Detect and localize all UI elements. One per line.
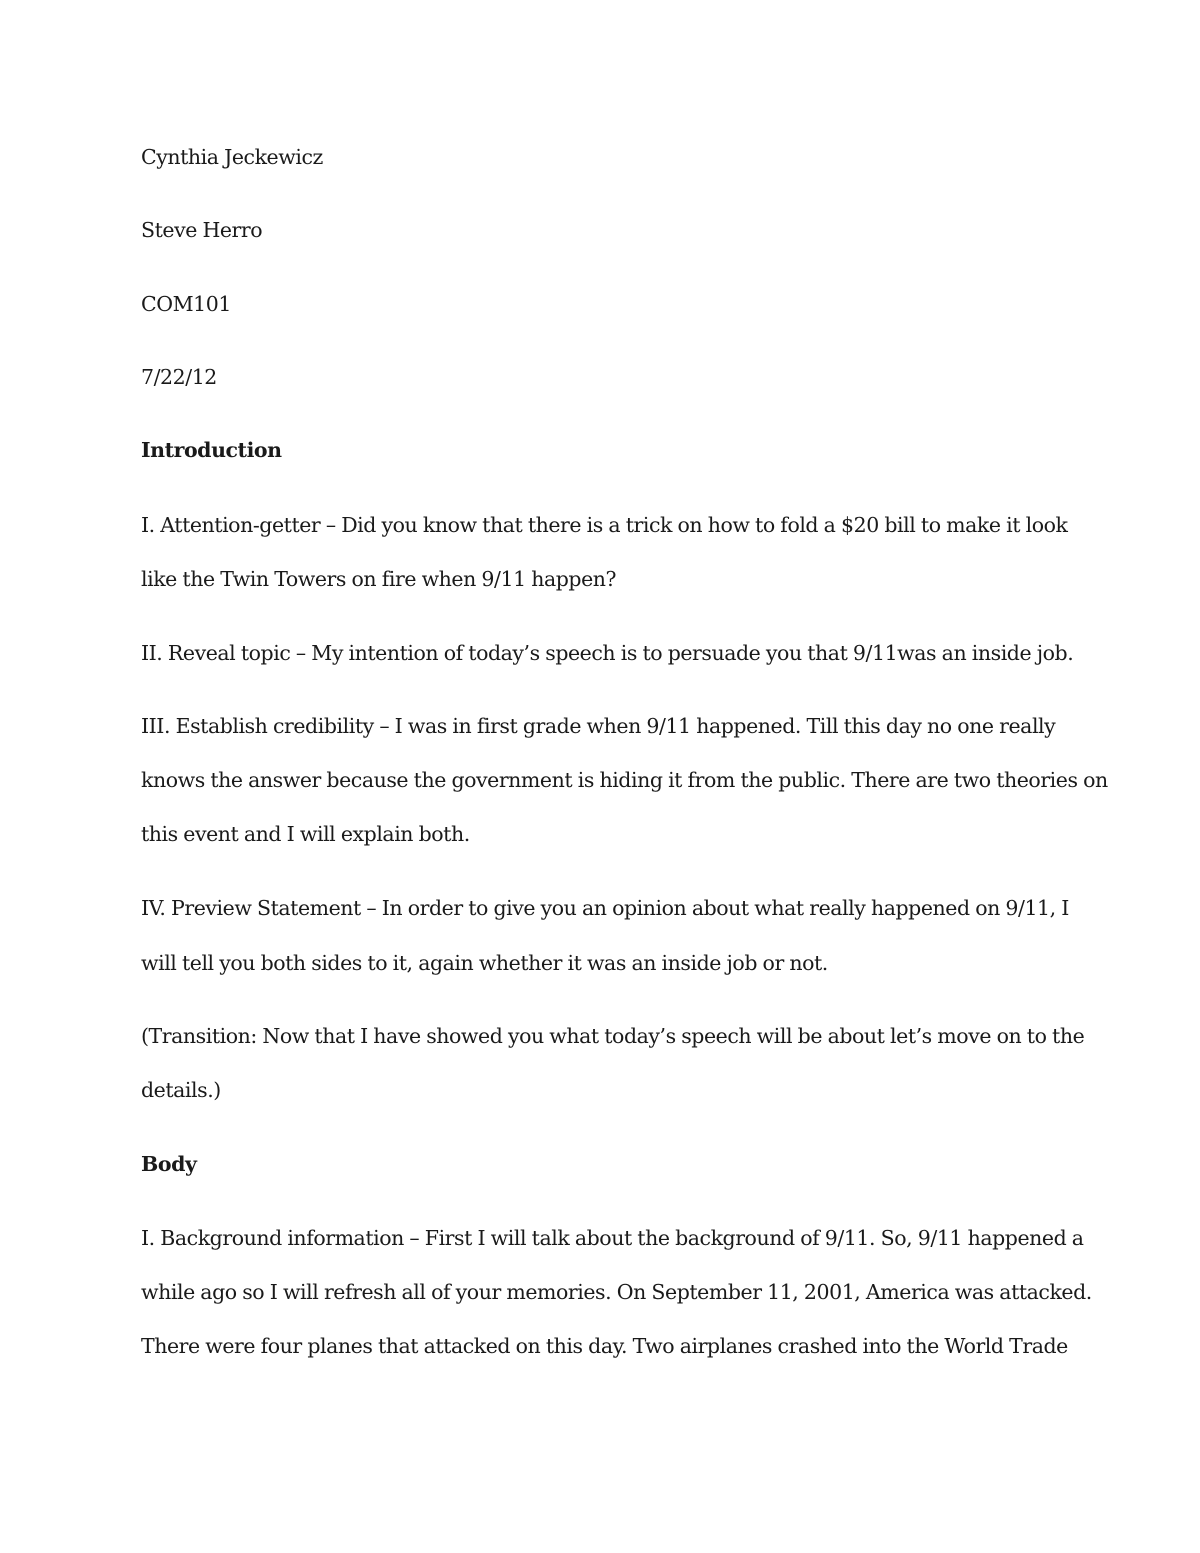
- background-line: while ago so I will refresh all of your memories. On September 11, 2001, America was attacked.: [141, 1280, 1092, 1304]
- author-name: Cynthia Jeckewicz: [141, 145, 323, 169]
- attention-getter-line: I. Attention-getter – Did you know that there is a trick on how to fold a $20 bill to make it look: [141, 513, 1068, 537]
- background-line: There were four planes that attacked on this day. Two airplanes crashed into the World Trade: [141, 1334, 1068, 1358]
- body-heading: Body: [141, 1152, 197, 1176]
- credibility-line: III. Establish credibility – I was in first grade when 9/11 happened. Till this day no one really: [141, 714, 1056, 738]
- preview-line: IV. Preview Statement – In order to give you an opinion about what really happened on 9/11, I: [141, 896, 1069, 920]
- reveal-topic-line: II. Reveal topic – My intention of today’s speech is to persuade you that 9/11was an inside job.: [141, 641, 1074, 665]
- course-code: COM101: [141, 292, 231, 316]
- transition-line: details.): [141, 1078, 221, 1102]
- introduction-heading: Introduction: [141, 438, 282, 462]
- credibility-line: this event and I will explain both.: [141, 822, 470, 846]
- instructor-name: Steve Herro: [141, 218, 263, 242]
- credibility-line: knows the answer because the government is hiding it from the public. There are two theories on: [141, 768, 1108, 792]
- background-line: I. Background information – First I will talk about the background of 9/11. So, 9/11 happened a: [141, 1226, 1084, 1250]
- attention-getter-line: like the Twin Towers on fire when 9/11 happen?: [141, 567, 617, 591]
- transition-line: (Transition: Now that I have showed you what today’s speech will be about let’s move on to the: [141, 1024, 1085, 1048]
- preview-line: will tell you both sides to it, again whether it was an inside job or not.: [141, 951, 828, 975]
- document-date: 7/22/12: [141, 365, 217, 389]
